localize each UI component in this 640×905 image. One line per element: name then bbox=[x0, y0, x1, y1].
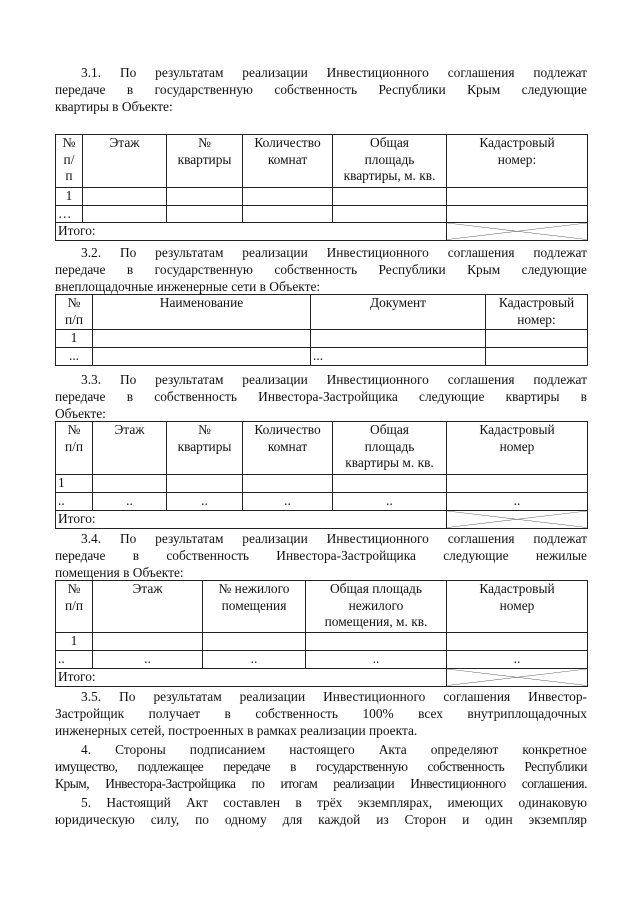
table-header-row: № п/п Этаж № квартиры Количество комнат Общая площадь квартиры м. кв. Кадастровый номер bbox=[56, 422, 588, 475]
paragraph-3-3: 3.3. По результатам реализации Инвестиционного соглашения подлежат передаче в собственность Инвестора-Застройщика следующие квартиры в Объекте: bbox=[55, 372, 587, 421]
table-header-row: № п/п Этаж № нежилого помещения Общая площадь нежилого помещения, м. кв. Кадастровый номер bbox=[56, 581, 588, 633]
table-row: .. .. .. .. .. .. bbox=[56, 493, 588, 511]
crossed-cell bbox=[447, 669, 588, 687]
table-row: ... ... bbox=[56, 348, 588, 366]
paragraph-4: 4. Стороны подписанием настоящего Акта определяют конкретное имущество, подлежащее передаче в государственную собственность Республики Крым, Инвестора-Застройщика по итогам реализации Инвестиционного соглашения. bbox=[55, 742, 587, 791]
paragraph-3-2: 3.2. По результатам реализации Инвестиционного соглашения подлежат передаче в государственную собственность Республики Крым следующие внеплощадочные инженерные сети в Объекте: bbox=[55, 245, 587, 294]
table-header-row: № п/ п Этаж № квартиры Количество комнат Общая площадь квартиры, м. кв. Кадастровый номер: bbox=[56, 135, 588, 188]
table-row: 1 bbox=[56, 633, 588, 651]
paragraph-3-1: 3.1. По результатам реализации Инвестиционного соглашения подлежат передаче в государственную собственность Республики Крым следующие квартиры в Объекте: bbox=[55, 65, 587, 114]
table-total-row: Итого: bbox=[56, 223, 588, 241]
table-row: … bbox=[56, 205, 588, 223]
paragraph-3-4: 3.4. По результатам реализации Инвестиционного соглашения подлежат передаче в собственность Инвестора-Застройщика следующие нежилые помещения в Объекте: bbox=[55, 531, 587, 580]
table-row: .. .. .. .. .. bbox=[56, 651, 588, 669]
crossed-cell bbox=[447, 223, 588, 241]
table-state-apartments bbox=[55, 134, 588, 241]
table-row: 1 bbox=[56, 330, 588, 348]
table-total-row: Итого: bbox=[56, 511, 588, 529]
table-investor-premises bbox=[55, 580, 588, 687]
table-row: 1 bbox=[56, 475, 588, 493]
table-state-networks bbox=[55, 294, 588, 366]
table-row: 1 bbox=[56, 188, 588, 206]
crossed-cell bbox=[447, 511, 588, 529]
paragraph-5: 5. Настоящий Акт составлен в трёх экземплярах, имеющих одинаковую юридическую силу, по одному для каждой из Сторон и один экземпляр bbox=[55, 795, 587, 827]
table-total-row: Итого: bbox=[56, 669, 588, 687]
paragraph-3-5: 3.5. По результатам реализации Инвестиционного соглашения Инвестор- Застройщик получает в собственность 100% всех внутриплощадочных инженерных сетей, построенных в рамках реализации проекта. bbox=[55, 689, 587, 738]
table-investor-apartments bbox=[55, 421, 588, 529]
table-header-row: № п/п Наименование Документ Кадастровый номер: bbox=[56, 295, 588, 330]
